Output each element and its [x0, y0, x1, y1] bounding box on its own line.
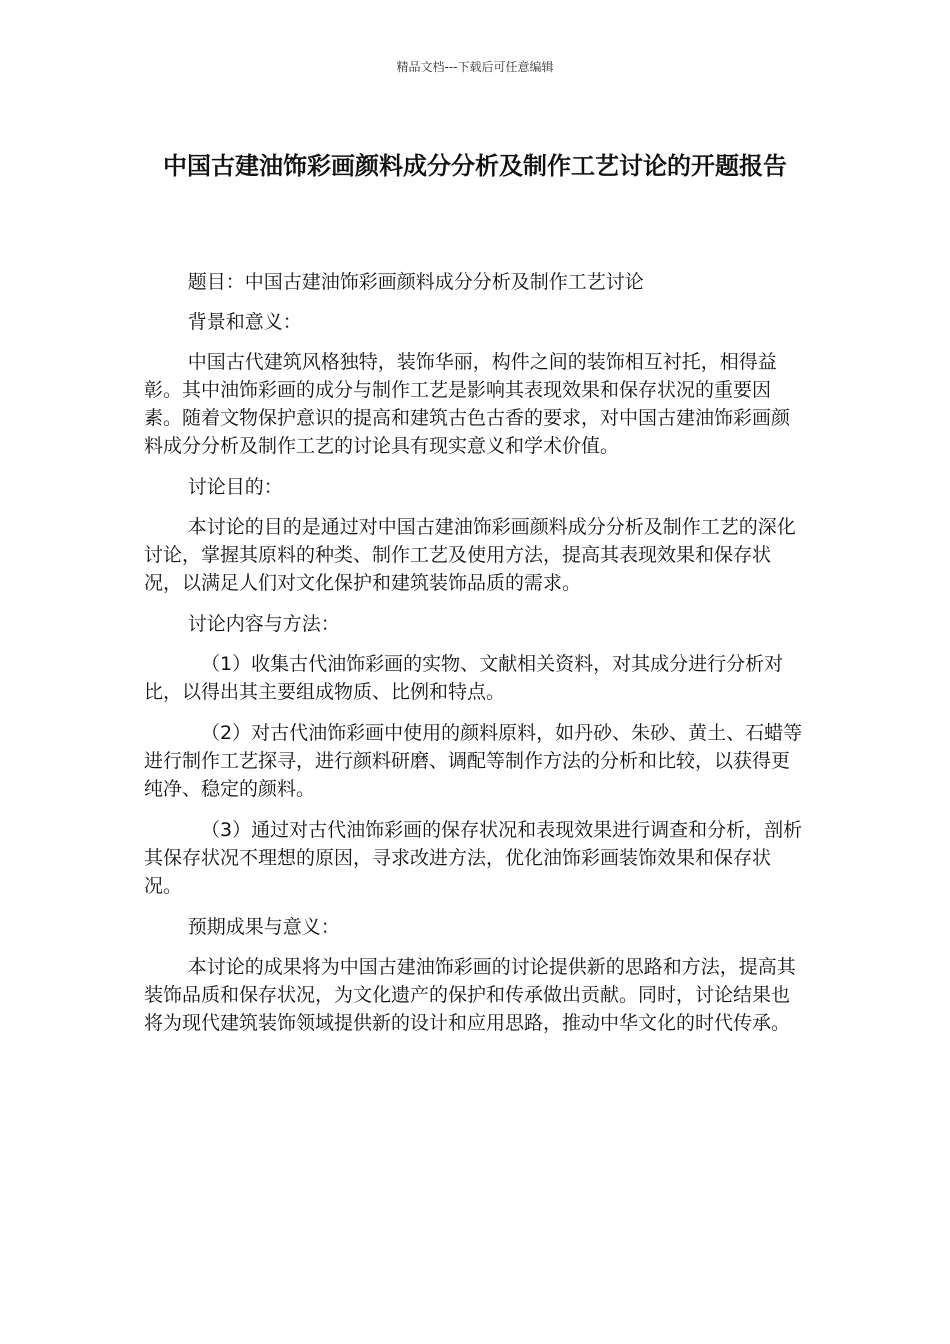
document-title: 中国古建油饰彩画颜料成分分析及制作工艺讨论的开题报告 — [163, 152, 787, 180]
results-paragraph: 本讨论的成果将为中国古建油饰彩画的讨论提供新的思路和方法，提高其装饰品质和保存状况，为文化遗产的保护和传承做出贡献。同时，讨论结果也将为现代建筑装饰领域提供新的设计和应用思路，推动中华文化的时代传承。 — [144, 956, 796, 1034]
background-heading: 背景和意义： — [187, 311, 302, 333]
results-heading: 预期成果与意义： — [187, 916, 340, 938]
methods-item-1: （1）收集古代油饰彩画的实物、文献相关资料，对其成分进行分析对比，以得出其主要组成物质、比例和特点。 — [144, 653, 784, 703]
document-body — [144, 268, 806, 1050]
methods-item-2: （2）对古代油饰彩画中使用的颜料原料，如丹砂、朱砂、黄土、石蜡等进行制作工艺探寻，进行颜料研磨、调配等制作方法的分析和比较，以获得更纯净、稳定的颜料。 — [144, 722, 803, 800]
purpose-paragraph: 本讨论的目的是通过对中国古建油饰彩画颜料成分分析及制作工艺的深化讨论，掌握其原料的种类、制作工艺及使用方法，提高其表现效果和保存状况，以满足人们对文化保护和建筑装饰品质的需求。 — [144, 516, 796, 594]
purpose-heading: 讨论目的： — [187, 476, 283, 498]
methods-item-3: （3）通过对古代油饰彩画的保存状况和表现效果进行调查和分析，剖析其保存状况不理想的原因，寻求改进方法，优化油饰彩画装饰效果和保存状况。 — [144, 819, 803, 897]
header-note: 精品文档---下载后可任意编辑 — [396, 60, 554, 74]
methods-heading: 讨论内容与方法： — [187, 613, 340, 635]
topic-line: 题目：中国古建油饰彩画颜料成分分析及制作工艺讨论 — [187, 271, 644, 293]
background-paragraph: 中国古代建筑风格独特，装饰华丽，构件之间的装饰相互衬托，相得益彰。其中油饰彩画的成分与制作工艺是影响其表现效果和保存状况的重要因素。随着文物保护意识的提高和建筑古色古香的要求，对中国古建油饰彩画颜料成分分析及制作工艺的讨论具有现实意义和学术价值。 — [144, 351, 791, 457]
